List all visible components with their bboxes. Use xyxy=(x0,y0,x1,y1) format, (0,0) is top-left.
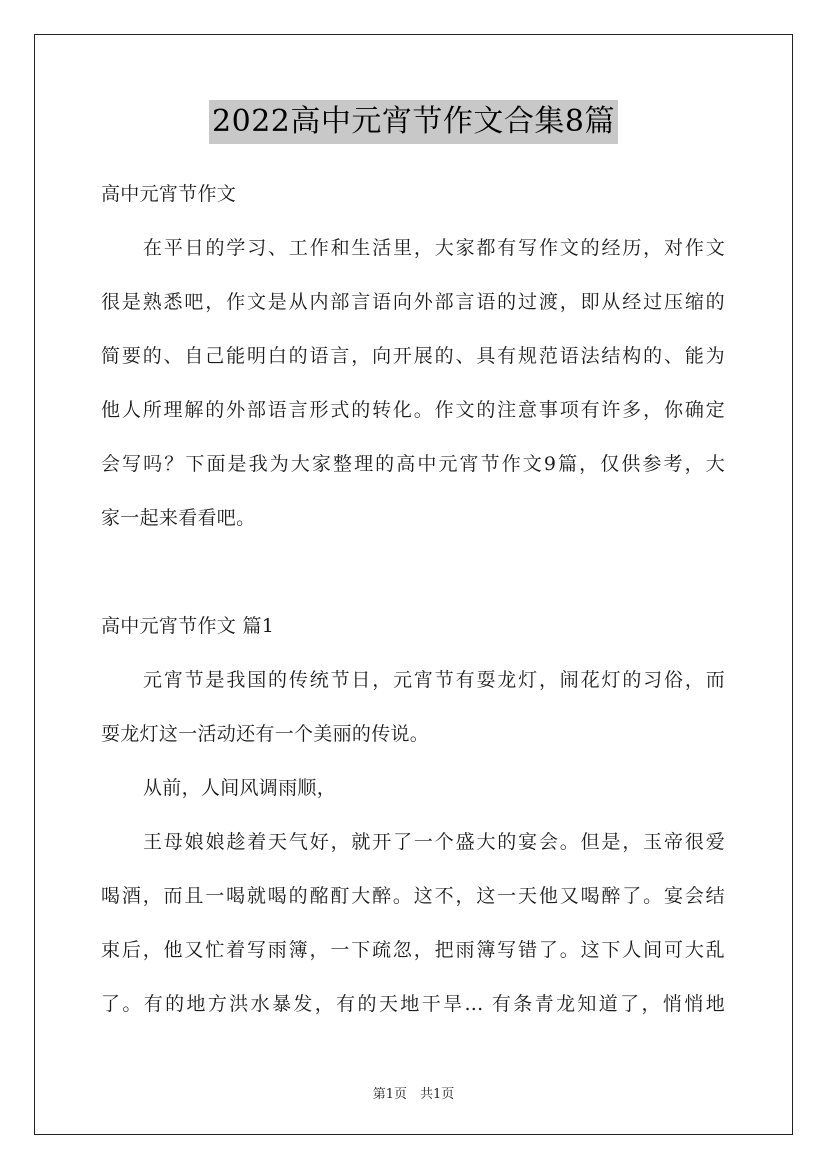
paragraph-line: 王母娘娘趁着天气好，就开了一个盛大的宴会。但是，玉帝很爱 xyxy=(143,831,725,853)
paragraph-line: 喝酒，而且一喝就喝的酩酊大醉。这不，这一天他又喝醉了。宴会结 xyxy=(101,885,725,907)
paragraph-line: 很是熟悉吧，作文是从内部言语向外部言语的过渡，即从经过压缩的 xyxy=(101,291,725,313)
section-heading: 高中元宵节作文 篇1 xyxy=(101,615,275,637)
paragraph-line: 家一起来看看吧。 xyxy=(101,507,256,529)
title-text: 2022高中元宵节作文合集8篇 xyxy=(209,100,618,144)
paragraph-line: 他人所理解的外部语言形式的转化。作文的注意事项有许多，你确定 xyxy=(101,399,725,421)
paragraph-line: 从前，人间风调雨顺， xyxy=(143,777,337,799)
paragraph-line: 束后，他又忙着写雨簿，一下疏忽，把雨簿写错了。这下人间可大乱 xyxy=(101,939,725,961)
paragraph-line: 会写吗？下面是我为大家整理的高中元宵节作文9篇，仅供参考，大 xyxy=(101,453,725,475)
paragraph-line: 简要的、自己能明白的语言，向开展的、具有规范语法结构的、能为 xyxy=(101,345,725,367)
paragraph-line: 元宵节是我国的传统节日，元宵节有耍龙灯，闹花灯的习俗，而 xyxy=(143,669,725,691)
page-number-footer: 第1页 共1页 xyxy=(372,1087,455,1102)
paragraph-line: 了。有的地方洪水暴发，有的天地干旱... 有条青龙知道了，悄悄地 xyxy=(101,993,725,1015)
document-title xyxy=(0,100,827,144)
intro-heading: 高中元宵节作文 xyxy=(101,183,237,205)
paragraph-line: 在平日的学习、工作和生活里，大家都有写作文的经历，对作文 xyxy=(143,237,725,259)
paragraph-line: 耍龙灯这一活动还有一个美丽的传说。 xyxy=(101,723,430,745)
